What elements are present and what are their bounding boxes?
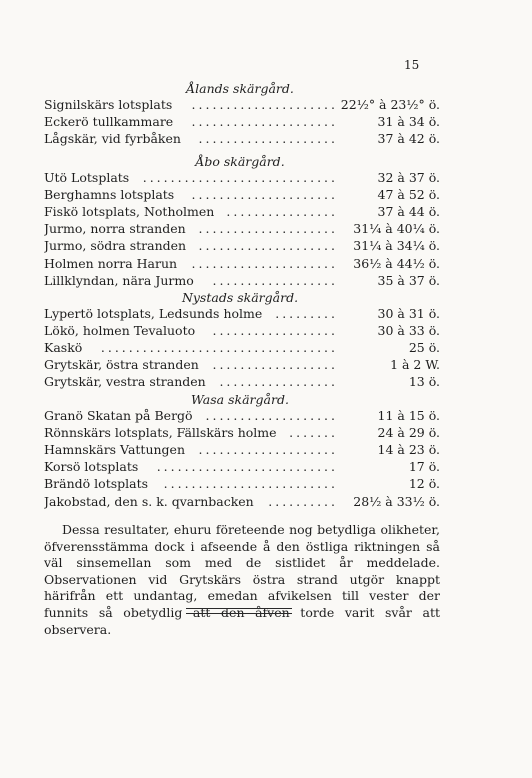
declination-value: 31¼ à 34¼ ö. [338,238,440,254]
dot-leader: .......................... [156,459,338,475]
location-name: Korsö lotsplats [44,459,139,475]
declination-value: 28½ à 33½ ö. [338,494,440,510]
dot-leader: ............................ [142,170,338,185]
dot-leader: ......................... [163,476,338,492]
location-name: Rönnskärs lotsplats, Fällskärs holme [44,425,277,441]
dot-leader: .................................. [100,340,338,356]
location-name: Holmen norra Harun [44,255,178,271]
dot-leader: ....... [289,425,338,441]
section-heading: Nystads skärgård. [181,290,299,305]
location-name: Eckerö tullkammare [44,114,174,130]
table-row [44,170,440,186]
table-row [44,306,440,322]
declination-value: 30 à 33 ö. [338,323,440,339]
location-name: Signilskärs lotsplats [44,97,173,112]
table-row [44,340,440,356]
declination-value: 13 ö. [338,374,440,390]
table-row [44,273,440,289]
declination-value: 36½ à 44½ ö. [338,256,440,272]
location-name: Jurmo, norra stranden [44,221,186,237]
location-name: Lypertö lotsplats, Ledsunds holme [44,306,263,321]
declination-value: 37 à 42 ö. [338,131,440,147]
dot-leader: .................... [198,442,338,458]
declination-value: 17 ö. [338,459,440,475]
dot-leader: .................. [212,272,338,288]
location-name: Berghamns lotsplats [44,187,175,203]
location-name: Grytskär, vestra stranden [44,374,206,390]
dot-leader: ..................... [191,114,338,130]
section-rule [186,608,292,614]
location-name: Lillklyndan, nära Jurmo [44,272,194,288]
table-row [44,256,440,272]
section-heading: Wasa skärgård. [191,392,289,407]
table-row [44,442,440,458]
table-row [44,476,440,492]
table-row [44,131,440,147]
table-row [44,425,440,441]
dot-leader: ................ [226,204,338,220]
dot-leader: ..................... [191,187,338,203]
declination-value: 24 à 29 ö. [338,425,440,441]
declination-value: 35 à 37 ö. [338,273,440,289]
location-name: Brändö lotsplats [44,476,149,492]
dot-leader: .......... [268,493,338,509]
location-name: Utö Lotsplats [44,170,130,185]
location-name: Kaskö [44,340,83,356]
body-paragraph: Dessa resultater, ehuru företeende nog betydliga olikheter, öfverensstämma dock i afseende å den östliga riktningen så väl sinsemellan som med de sistlidet år meddelade. Observationen vid Grytskärs östra strand utgör knappt härifrån ett undantag, emedan afvikelsen till vester der funnits så obetydlig att den åfven torde varit svår att observera. [44,522,440,637]
declination-value: 31¼ à 40¼ ö. [338,221,440,237]
location-name: Lågskär, vid fyrbåken [44,131,181,147]
declination-value: 32 à 37 ö. [338,170,440,186]
table-row [44,459,440,475]
dot-leader: ..................... [191,97,338,112]
table-row [44,238,440,254]
location-name: Jurmo, södra stranden [44,238,187,254]
section-heading: Åbo skärgård. [195,154,285,169]
table-row [44,204,440,220]
table-row [44,97,440,113]
location-name: Hamnskärs Vattungen [44,442,185,458]
table-row [44,357,440,373]
declination-value: 30 à 31 ö. [338,306,440,322]
declination-value: 31 à 34 ö. [338,114,440,130]
section-heading: Ålands skärgård. [186,81,294,96]
location-name: Grytskär, östra stranden [44,357,199,373]
table-row [44,408,440,424]
dot-leader: ................. [219,374,338,390]
dot-leader: ................... [205,408,338,423]
dot-leader: .................... [198,131,338,147]
table-row [44,494,440,510]
dot-leader: .................... [198,221,338,237]
dot-leader: .................. [212,357,338,373]
dot-leader: .................. [212,323,338,339]
location-name: Jakobstad, den s. k. qvarnbacken [44,493,254,509]
location-name: Lökö, holmen Tevaluoto [44,323,196,339]
dot-leader: ......... [275,306,338,321]
declination-value: 11 à 15 ö. [338,408,440,424]
declination-value: 22½° à 23½° ö. [338,97,440,113]
declination-value: 1 à 2 W. [338,357,440,373]
dot-leader: ..................... [191,255,338,271]
declination-value: 12 ö. [338,476,440,492]
table-row [44,374,440,390]
table-row [44,187,440,203]
table-row [44,221,440,237]
location-name: Granö Skatan på Bergö [44,408,193,423]
table-row [44,114,440,130]
page-number: 15 [404,58,420,72]
declination-value: 14 à 23 ö. [338,442,440,458]
table-row [44,323,440,339]
declination-value: 25 ö. [338,340,440,356]
location-name: Fiskö lotsplats, Notholmen [44,204,215,220]
declination-value: 47 à 52 ö. [338,187,440,203]
dot-leader: .................... [198,238,338,254]
declination-value: 37 à 44 ö. [338,204,440,220]
